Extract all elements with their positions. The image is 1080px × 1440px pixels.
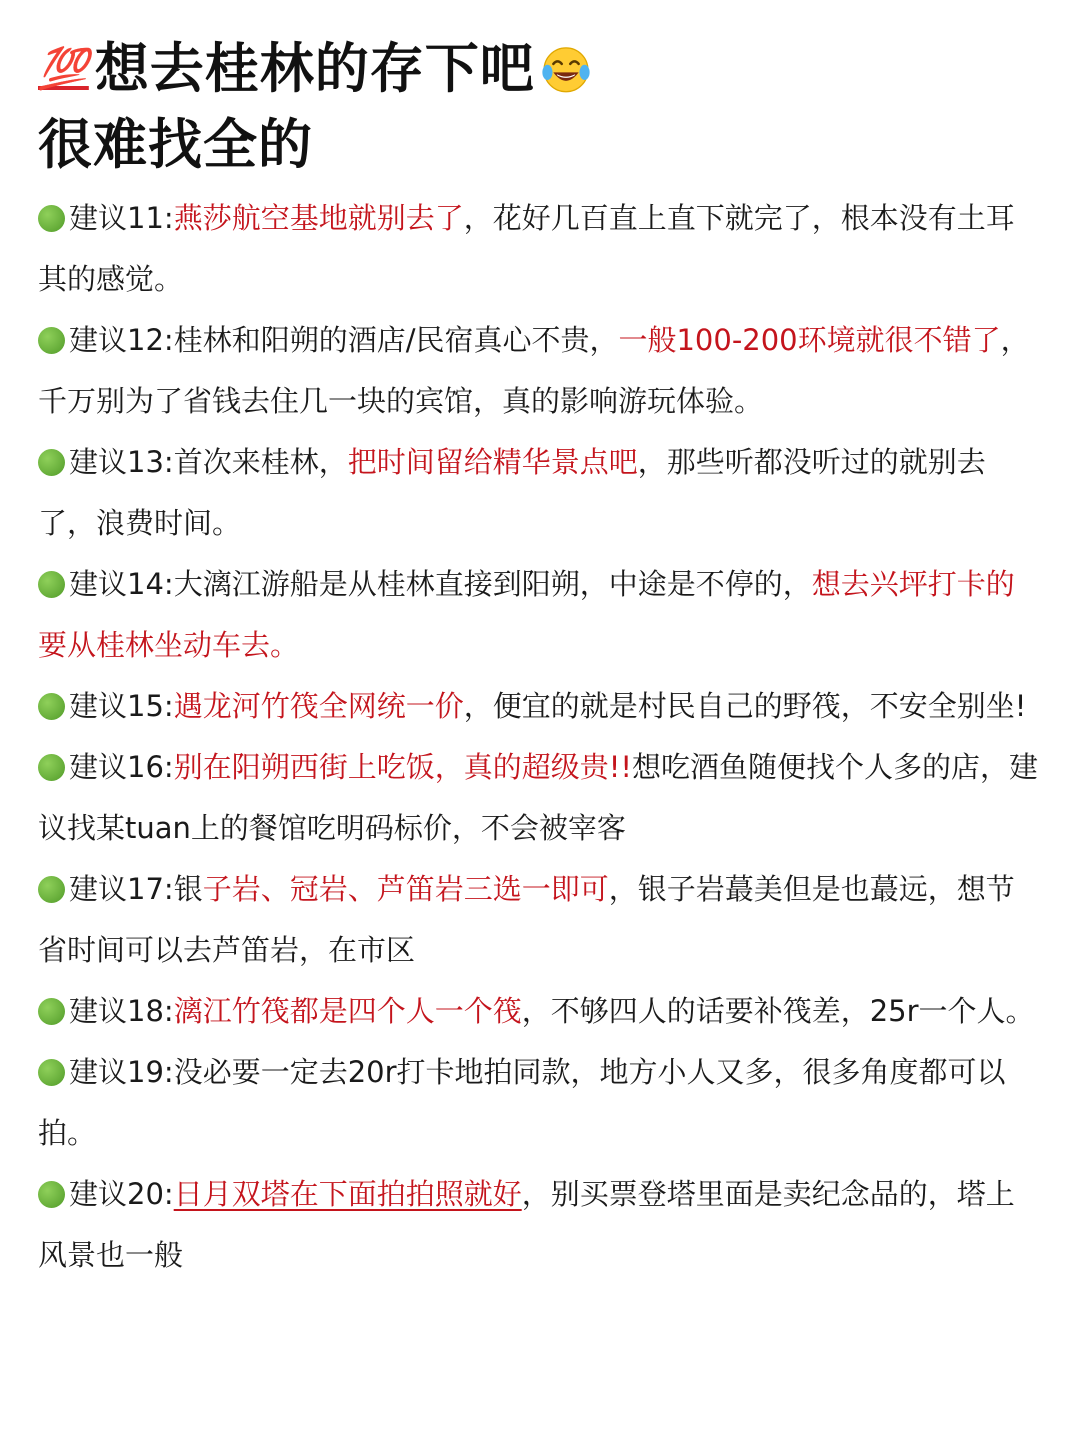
- highlight-text: 想去兴坪打卡的要从桂林坐动车去。: [38, 567, 1015, 662]
- face-with-tears-of-joy-icon: [539, 42, 593, 96]
- title-line-2: [38, 110, 1040, 180]
- tip-text: ，千万别为了省钱去住几一块的宾馆，真的影响游玩体验。: [38, 323, 1030, 418]
- tip-text: 首次来桂林，: [173, 445, 348, 479]
- tip-label: 建议13:: [69, 445, 174, 479]
- green-circle-bullet-icon: [38, 571, 65, 598]
- tip-item: [38, 554, 1040, 676]
- tip-item: [38, 676, 1040, 737]
- tip-label: 建议18:: [69, 994, 174, 1028]
- tip-item: [38, 1164, 1040, 1286]
- tip-text: ，别买票登塔里面是卖纪念品的，塔上风景也一般: [38, 1177, 1015, 1272]
- tip-label: 建议12:: [69, 323, 174, 357]
- tip-item: [38, 737, 1040, 859]
- tip-text: 想吃酒鱼随便找个人多的店，建议找某tuan上的餐馆吃明码标价，不会被宰客: [38, 750, 1038, 845]
- green-circle-bullet-icon: [38, 327, 65, 354]
- tip-text: 银: [173, 872, 203, 906]
- tip-text: 没必要一定去20r打卡地拍同款，地方小人又多，很多角度都可以拍。: [38, 1055, 1006, 1150]
- tip-item: [38, 310, 1040, 432]
- tip-label: 建议11:: [69, 201, 174, 235]
- tip-label: 建议14:: [69, 567, 174, 601]
- highlight-text: 漓江竹筏都是四个人一个筏: [173, 994, 522, 1028]
- green-circle-bullet-icon: [38, 1181, 65, 1208]
- green-circle-bullet-icon: [38, 449, 65, 476]
- tip-item: [38, 188, 1040, 310]
- tip-item: [38, 432, 1040, 554]
- page-title: 想去桂林的存下吧: [94, 37, 535, 100]
- tip-text: ，便宜的就是村民自己的野筏，不安全别坐!: [463, 689, 1027, 723]
- tip-item: [38, 1042, 1040, 1164]
- tip-text: ，不够四人的话要补筏差，25r一个人。: [521, 994, 1035, 1028]
- highlight-text: 遇龙河竹筏全网统一价: [173, 689, 464, 723]
- highlight-text: 燕莎航空基地就别去了: [173, 201, 464, 235]
- tip-item: [38, 859, 1040, 981]
- tip-label: 建议17:: [69, 872, 174, 906]
- tips-list: [38, 188, 1040, 1286]
- tip-label: 建议16:: [69, 750, 174, 784]
- green-circle-bullet-icon: [38, 754, 65, 781]
- title-line-1: [38, 34, 1040, 104]
- tip-text: 大漓江游船是从桂林直接到阳朔，中途是不停的，: [173, 567, 812, 601]
- green-circle-bullet-icon: [38, 876, 65, 903]
- underlined-highlight-text: 日月双塔在下面拍拍照就好: [173, 1177, 522, 1211]
- tip-label: 建议20:: [69, 1177, 174, 1211]
- green-circle-bullet-icon: [38, 693, 65, 720]
- tip-text: 桂林和阳朔的酒店/民宿真心不贵，: [173, 323, 619, 357]
- green-circle-bullet-icon: [38, 998, 65, 1025]
- highlight-text: 子岩、冠岩、芦笛岩三选一即可: [202, 872, 609, 906]
- highlight-text: 把时间留给精华景点吧: [347, 445, 638, 479]
- page-subtitle: 很难找全的: [38, 113, 313, 176]
- hundred-points-icon: 💯: [38, 46, 89, 92]
- tip-text: ，花好几百直上直下就完了，根本没有土耳其的感觉。: [38, 201, 1015, 296]
- highlight-text: 别在阳朔西街上吃饭，真的超级贵!!: [173, 750, 632, 784]
- tip-label: 建议15:: [69, 689, 174, 723]
- green-circle-bullet-icon: [38, 205, 65, 232]
- green-circle-bullet-icon: [38, 1059, 65, 1086]
- highlight-text: 一般100-200环境就很不错了: [618, 323, 1001, 357]
- tip-item: [38, 981, 1040, 1042]
- tip-label: 建议19:: [69, 1055, 174, 1089]
- tip-text: ，那些听都没听过的就别去了，浪费时间。: [38, 445, 986, 540]
- tip-text: ，银子岩蕞美但是也蕞远，想节省时间可以去芦笛岩，在市区: [38, 872, 1015, 967]
